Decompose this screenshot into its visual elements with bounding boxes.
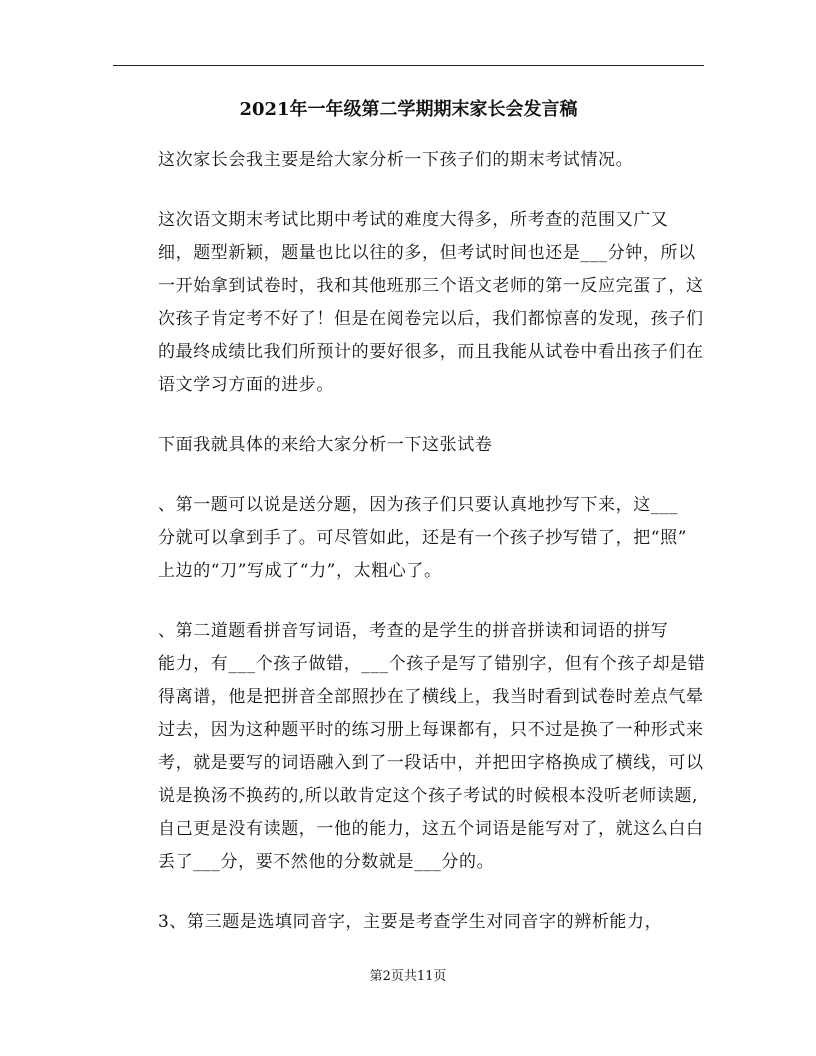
paragraph-line: 一开始拿到试卷时，我和其他班那三个语文老师的第一反应完蛋了，这: [158, 276, 704, 296]
paragraph-line: 这次家长会我主要是给大家分析一下孩子们的期末考试情况。: [158, 150, 634, 170]
paragraph-line: 下面我就具体的来给大家分析一下这张试卷: [158, 435, 493, 455]
paragraph-line: 能力，有___个孩子做错，___个孩子是写了错别字，但有个孩子却是错: [158, 654, 706, 674]
paragraph-line: 的最终成绩比我们所预计的要好很多，而且我能从试卷中看出孩子们在: [158, 342, 704, 362]
paragraph-line: 次孩子肯定考不好了！但是在阅卷完以后，我们都惊喜的发现，孩子们: [158, 309, 704, 329]
paragraph-line: 、第一题可以说是送分题，因为孩子们只要认真地抄写下来，这___: [158, 495, 679, 515]
paragraph-line: 分就可以拿到手了。可尽管如此，还是有一个孩子抄写错了，把“照”: [158, 528, 687, 548]
document-title: 2021年一年级第二学期期末家长会发言稿: [239, 99, 578, 120]
paragraph-line: 得离谱，他是把拼音全部照抄在了横线上，我当时看到试卷时差点气晕: [158, 687, 704, 707]
paragraph-line: 这次语文期末考试比期中考试的难度大得多，所考查的范围又广又: [158, 210, 669, 230]
document-body: [123, 144, 706, 966]
header-rule: [113, 65, 704, 66]
paragraph-line: 语文学习方面的进步。: [158, 375, 334, 395]
page-number: 第2页共11页: [369, 969, 447, 984]
paragraph: [123, 615, 706, 879]
paragraph-line: 考，就是要写的词语融入到了一段话中，并把田字格换成了横线，可以: [158, 753, 704, 773]
paragraph-line: 、第二道题看拼音写词语，考查的是学生的拼音拼读和词语的拼写: [158, 621, 669, 641]
paragraph-line: 自己更是没有读题，一他的能力，这五个词语是能写对了，就这么白白: [158, 819, 704, 839]
paragraph-line: 上边的“刀”写成了“力”，太粗心了。: [158, 561, 442, 581]
paragraph-line: 3、第三题是选填同音字，主要是考查学生对同音字的辨析能力，: [158, 912, 663, 932]
paragraph-line: 丢了___分，要不然他的分数就是___分的。: [158, 852, 495, 872]
paragraph: [123, 204, 704, 402]
paragraph-line: 过去，因为这种题平时的练习册上每课都有，只不过是换了一种形式来: [158, 720, 704, 740]
paragraph: [123, 429, 699, 462]
paragraph: [123, 489, 699, 588]
paragraph: [123, 144, 699, 177]
paragraph-line: 细，题型新颖，题量也比以往的多，但考试时间也还是___分钟，所以: [158, 243, 696, 263]
paragraph-line: 说是换汤不换药的,所以敢肯定这个孩子考试的时候根本没听老师读题,: [158, 786, 699, 806]
paragraph: [123, 906, 699, 939]
